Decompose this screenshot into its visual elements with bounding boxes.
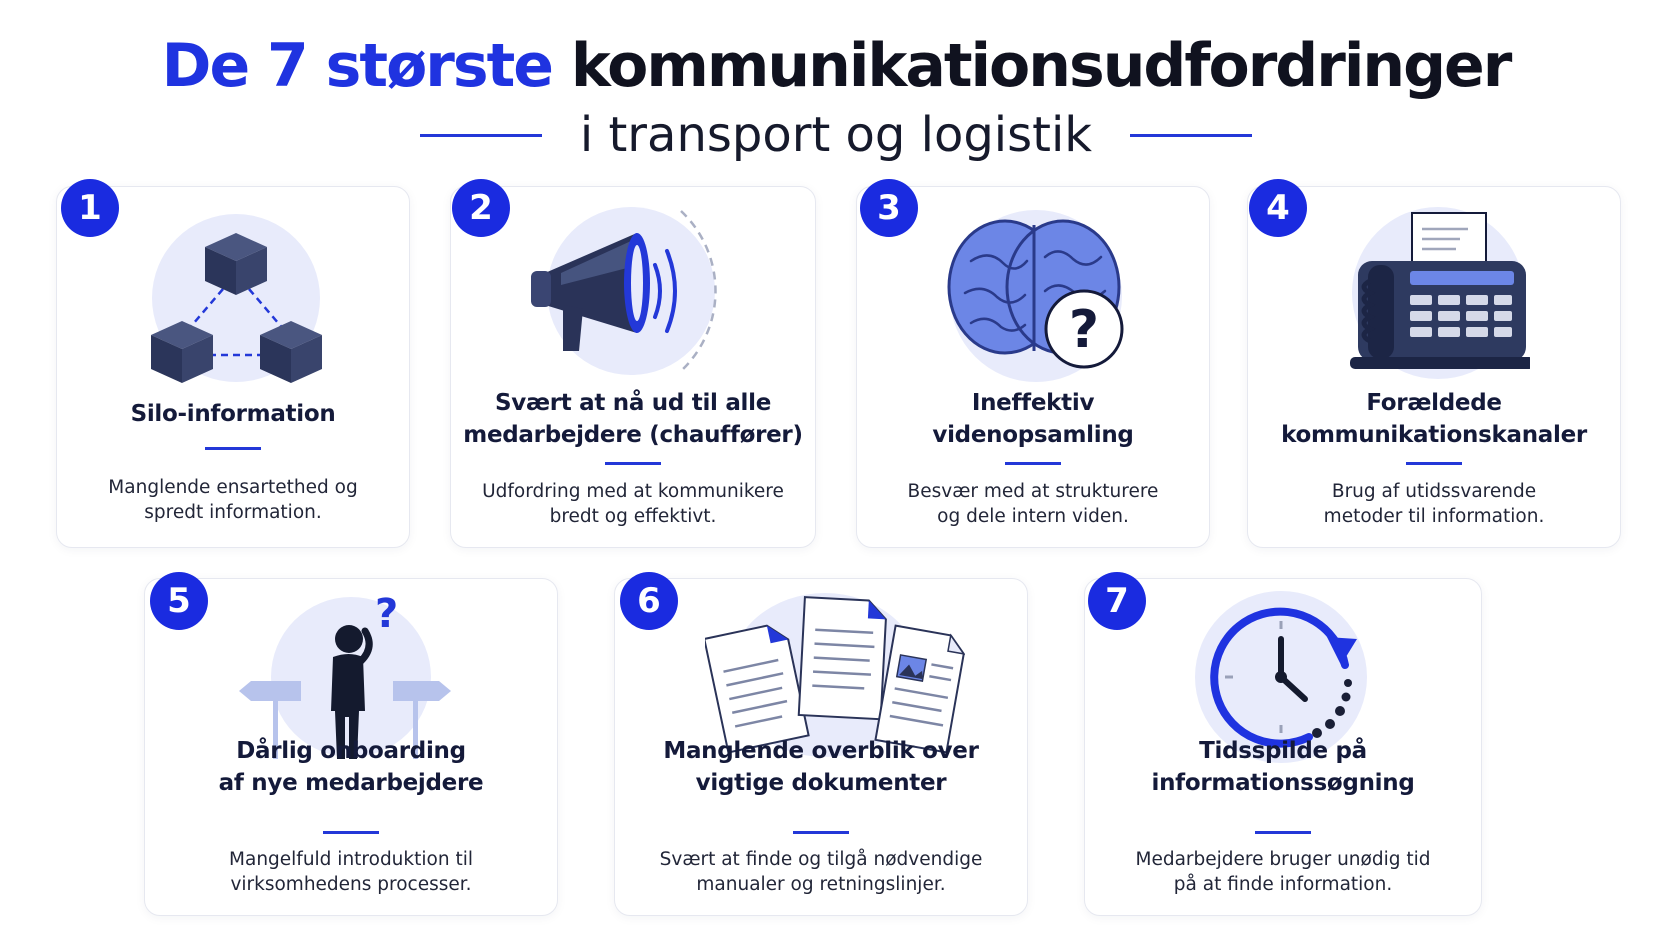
card-title — [1248, 387, 1620, 451]
title-rest: kommunikationsudfordringer — [570, 31, 1511, 101]
card-description — [451, 479, 815, 529]
card-description — [57, 475, 409, 525]
card-title-line: Dårlig onboarding — [236, 738, 466, 764]
number-badge-7: 7 — [1088, 572, 1146, 630]
brain-question-icon — [941, 201, 1131, 391]
number-badge-2: 2 — [452, 179, 510, 237]
fax-machine-icon — [1330, 201, 1530, 381]
page-title — [0, 26, 1672, 106]
card-title-line: informationssøgning — [1151, 770, 1415, 796]
card-title-line: medarbejdere (chauffører) — [463, 422, 803, 448]
card-rule — [1005, 462, 1061, 465]
card-title-line: Manglende overblik over — [663, 738, 979, 764]
card-title-line: Forældede — [1366, 390, 1502, 416]
number-badge-6: 6 — [620, 572, 678, 630]
card-desc-line: Medarbejdere bruger unødig tid — [1135, 849, 1431, 870]
challenge-card-6 — [614, 578, 1028, 916]
card-title — [145, 735, 557, 799]
card-title — [57, 398, 409, 430]
svg-text:?: ? — [375, 591, 399, 637]
card-title — [451, 387, 815, 451]
page-subtitle: i transport og logistik — [579, 107, 1093, 163]
card-description — [857, 479, 1209, 529]
card-rule — [323, 831, 379, 834]
card-desc-line: Brug af utidssvarende — [1331, 481, 1537, 502]
subtitle-rule-left — [420, 134, 542, 137]
card-rule — [205, 447, 261, 450]
card-desc-line: spredt information. — [144, 502, 322, 523]
card-desc-line: Manglende ensartethed og — [108, 477, 358, 498]
card-desc-line: og dele intern viden. — [937, 506, 1129, 527]
challenge-card-4 — [1247, 186, 1621, 548]
card-desc-line: virksomhedens processer. — [230, 874, 472, 895]
card-rule — [1406, 462, 1462, 465]
card-title-line: Svært at nå ud til alle — [494, 390, 772, 416]
card-title-line: kommunikationskanaler — [1281, 422, 1587, 448]
number-badge-1: 1 — [61, 179, 119, 237]
card-desc-line: metoder til information. — [1323, 506, 1545, 527]
card-rule — [605, 462, 661, 465]
subtitle-row — [0, 100, 1672, 170]
subtitle-rule-right — [1130, 134, 1252, 137]
card-title-line: af nye medarbejdere — [218, 770, 484, 796]
number-badge-5: 5 — [150, 572, 208, 630]
megaphone-icon — [521, 201, 741, 381]
card-title-line: Silo-information — [130, 401, 336, 427]
card-desc-line: Besvær med at strukturere — [907, 481, 1159, 502]
challenge-card-2 — [450, 186, 816, 548]
card-desc-line: bredt og effektivt. — [549, 506, 717, 527]
title-accent: De 7 største — [161, 31, 552, 101]
card-title-line: Ineffektiv — [971, 390, 1095, 416]
card-desc-line: på at finde information. — [1173, 874, 1393, 895]
card-desc-line: Svært at finde og tilgå nødvendige — [659, 849, 983, 870]
card-title-line: videnopsamling — [932, 422, 1134, 448]
card-description — [1248, 479, 1620, 529]
card-title — [615, 735, 1027, 799]
card-title-line: vigtige dokumenter — [695, 770, 947, 796]
challenge-card-7 — [1084, 578, 1482, 916]
card-desc-line: Udfordring med at kommunikere — [482, 481, 784, 502]
card-title — [1085, 735, 1481, 799]
card-desc-line: Mangelfuld introduktion til — [229, 849, 473, 870]
challenge-card-5 — [144, 578, 558, 916]
number-badge-4: 4 — [1249, 179, 1307, 237]
card-description — [615, 847, 1027, 897]
card-rule — [1255, 831, 1311, 834]
challenge-card-3 — [856, 186, 1210, 548]
card-title — [857, 387, 1209, 451]
number-badge-3: 3 — [860, 179, 918, 237]
connected-boxes-icon — [141, 203, 331, 393]
card-description — [145, 847, 557, 897]
card-desc-line: manualer og retningslinjer. — [696, 874, 946, 895]
card-description — [1085, 847, 1481, 897]
challenge-card-1 — [56, 186, 410, 548]
card-title-line: Tidsspilde på — [1199, 738, 1367, 764]
svg-text:?: ? — [1068, 300, 1100, 360]
card-rule — [793, 831, 849, 834]
